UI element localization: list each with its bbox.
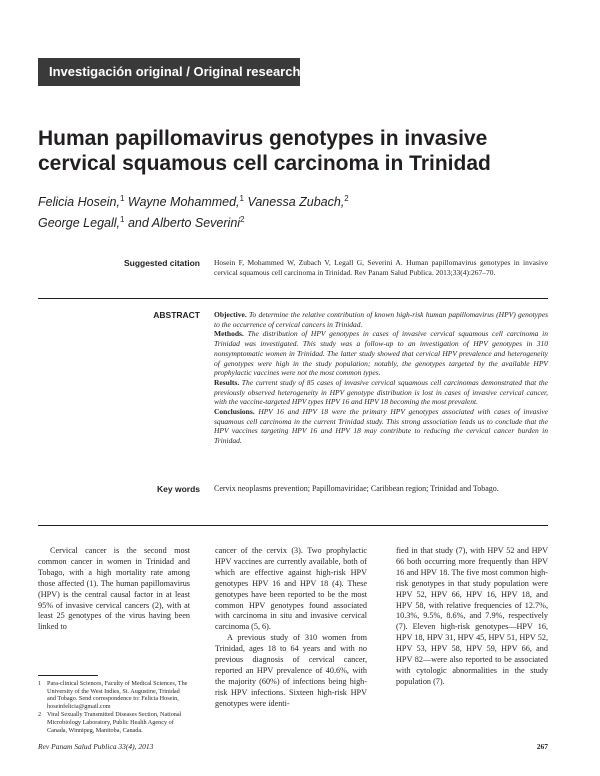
author-affiliation: 2 <box>344 194 349 203</box>
body-paragraph: cancer of the cervix (3). Two prophylactic HPV vaccines are currently available, both of which are effective against high-risk HPV genotypes HPV 16 and HPV 18 (4). These genotypes have been reported to be the most common HPV genotypes found associated with carcinoma in situ and invasive cervical carcinoma (5, 6). <box>215 546 367 632</box>
keywords-label: Key words <box>157 484 200 494</box>
footnote-text: Para-clinical Sciences, Faculty of Medical Sciences, The University of the West Indies, St. Augustine, Trinidad and Tobago. Send correspondence to: Felicia Hosein, hoseinfelicia@gmail.com <box>47 680 188 710</box>
conclusions-text: HPV 16 and HPV 18 were the primary HPV genotypes associated with cases of invasive squamous cell carcinoma in the current Trinidad study. This strong association leads us to conclude that the HPV vaccines targeting HPV 16 and HPV 18 may contribute to reducing the cervical cancer burden in Trinidad. <box>214 407 549 446</box>
author-name: and Alberto Severini <box>124 216 241 231</box>
objective-text: To determine the relative contribution of known high-risk human papillomavirus (HPV) genotypes to the occurrence of cervical cancers in Trinidad. <box>214 310 548 329</box>
body-column-2 <box>215 546 367 710</box>
body-column-3 <box>396 546 548 688</box>
author-name: George Legall, <box>38 216 121 231</box>
article-title: Human papillomavirus genotypes in invasive cervical squamous cell carcinoma in Trinidad <box>38 127 491 175</box>
author-affiliation: 1 <box>119 194 125 203</box>
author-list <box>38 190 538 232</box>
conclusions-label: Conclusions. <box>214 407 255 417</box>
keywords-text: Cervix neoplasms prevention; Papillomaviridae; Caribbean region; Trinidad and Tobago. <box>214 484 499 493</box>
methods-text: The distribution of HPV genotypes in cases of invasive cervical squamous cell carcinoma in Trinidad was investigated. This study was a follow-up to an investigation of HPV genotypes in 310 nonsymptomatic women in Trinidad. The latter study showed that cervical HPV prevalence and heterogeneity of genotypes were high in the study population; notably, the genotypes targeted by the available HPV prophylactic vaccines were not the most common types. <box>214 329 549 378</box>
author-affiliation: 1 <box>239 194 244 203</box>
journal-footer: Rev Panam Salud Publica 33(4), 2013 <box>38 742 154 751</box>
body-paragraph: Cervical cancer is the second most common cancer in women in Trinidad and Tobago, with a high mortality rate among those affected (1). The human papillomavirus (HPV) is the central causal factor in at least 95% of invasive cervical cancers (2), with at least 25 genotypes of the virus having been linked to <box>38 546 190 632</box>
section-banner: Investigación original / Original research <box>38 58 300 86</box>
footnote <box>38 711 190 734</box>
author-affiliation: 2 <box>240 215 245 225</box>
author-affiliation: 1 <box>120 215 125 225</box>
citation-label: Suggested citation <box>123 258 200 268</box>
methods-label: Methods. <box>214 329 244 339</box>
footnote-number: 1 <box>38 680 42 687</box>
footnote-number: 2 <box>38 711 42 719</box>
abstract-label: ABSTRACT <box>153 310 200 320</box>
divider <box>38 525 548 526</box>
abstract-body <box>214 310 548 446</box>
page-number: 267 <box>536 742 548 751</box>
abstract-methods <box>214 329 548 378</box>
footnote-divider <box>38 675 98 676</box>
body-paragraph: A previous study of 310 women from Trinidad, ages 18 to 64 years and with no previous diagnosis of cervical cancer, reported an HPV prevalence of 40.6%, with the majority (60%) of infections being high-risk HPV infections. Sixteen high-risk HPV genotypes were identi- <box>215 633 367 708</box>
body-column-1 <box>38 546 190 633</box>
citation-text: Hosein F, Mohammed W, Zubach V, Legall G, Severini A. Human papillomavirus genotypes in invasive cervical squamous cell carcinoma in Trinidad. Rev Panam Salud Publica. 2013;33(4):267–70. <box>214 258 548 277</box>
footnote-text: Viral Sexually Transmitted Diseases Section, National Microbiology Laboratory, Public Health Agency of Canada, Winnipeg, Manitoba, Canada. <box>47 711 182 734</box>
body-paragraph: fied in that study (7), with HPV 52 and HPV 66 both occurring more frequently than HPV 16 and HPV 18. The five most common high-risk genotypes in that study population were HPV 52, HPV 66, HPV 16, HPV 18, and HPV 58, with relative frequencies of 12.7%, 10.3%, 9.5%, 8.6%, and 7.9%, respectively (7). Eleven high-risk genotypes—HPV 16, HPV 18, HPV 31, HPV 45, HPV 51, HPV 52, HPV 53, HPV 58, HPV 59, HPV 66, and HPV 82—were also reported to be associated with cytologic abnormalities in the study population (7). <box>396 546 548 686</box>
objective-label: Objective. <box>214 310 247 319</box>
abstract-results <box>214 378 548 407</box>
divider <box>38 298 548 299</box>
abstract-objective <box>214 310 548 329</box>
author-name: Vanessa Zubach, <box>244 195 345 210</box>
author-name: Felicia Hosein, <box>38 195 120 210</box>
abstract-conclusions <box>214 407 548 446</box>
results-text: The current study of 85 cases of invasive cervical squamous cell carcinomas demonstrated that the previously observed heterogeneity in HPV genotype distribution is lost in cases of invasive cervical cancer, with the vaccine-targeted HPV types HPV 16 and HPV 18 becoming the most prevalent. <box>214 377 548 407</box>
footnote <box>38 680 190 710</box>
footnotes <box>38 680 190 735</box>
results-label: Results. <box>214 377 240 387</box>
author-name: Wayne Mohammed, <box>124 195 240 210</box>
